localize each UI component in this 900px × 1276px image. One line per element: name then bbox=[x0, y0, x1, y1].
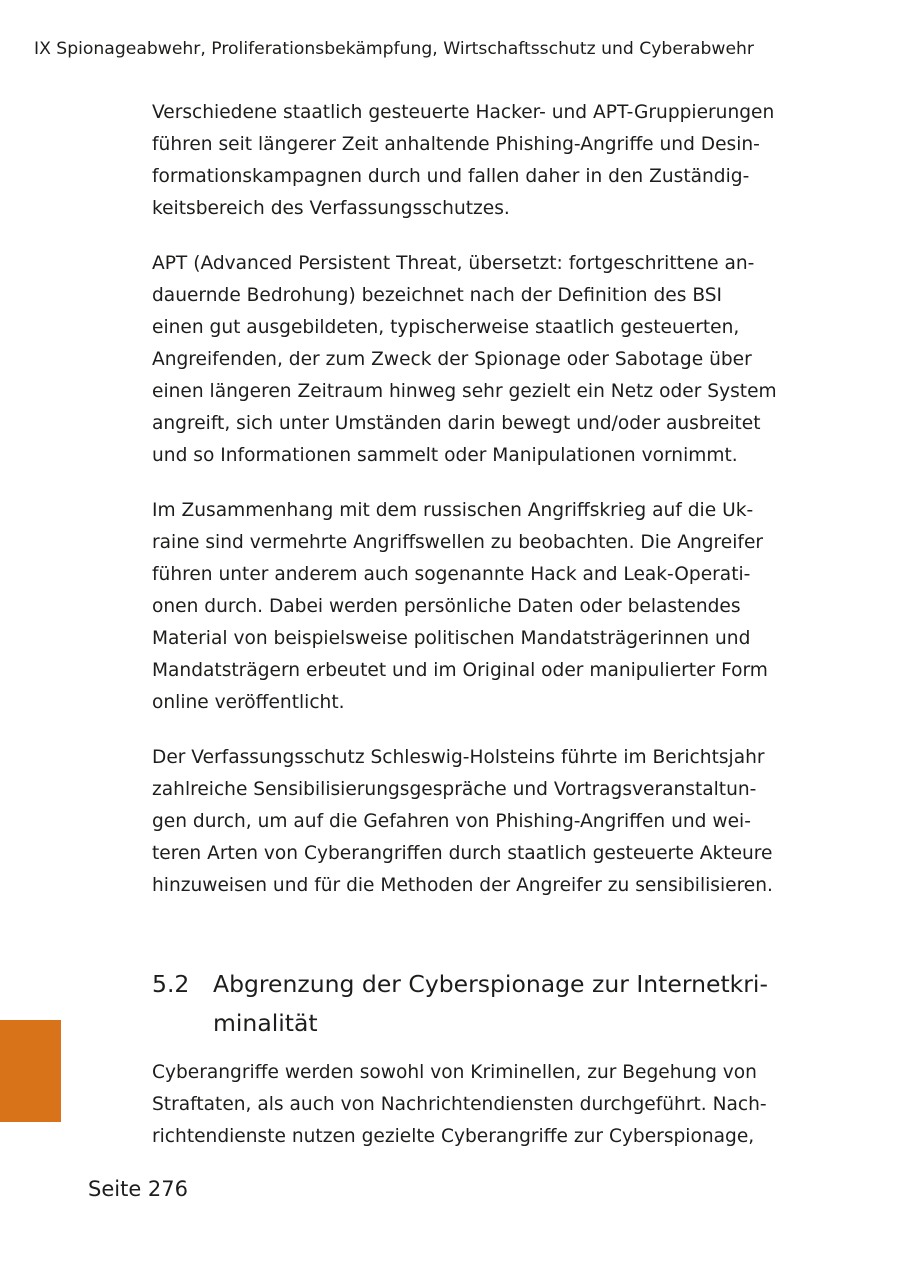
heading-text: Abgrenzung der Cyberspionage zur Internetkri- bbox=[213, 970, 768, 998]
text-line: keitsbereich des Verfassungsschutzes. bbox=[152, 198, 510, 219]
paragraph-apt-groups bbox=[152, 97, 812, 225]
text-line: einen längeren Zeitraum hinweg sehr gezielt ein Netz oder System bbox=[152, 381, 777, 402]
heading-first-line bbox=[152, 965, 812, 1004]
text-line: und so Informationen sammelt oder Manipulationen vornimmt. bbox=[152, 445, 738, 466]
body-text bbox=[152, 97, 812, 925]
text-line: raine sind vermehrte Angriffswellen zu beobachten. Die Angreifer bbox=[152, 532, 764, 553]
text-line: online veröffentlicht. bbox=[152, 692, 345, 713]
page-number: Seite 276 bbox=[88, 1177, 188, 1201]
text-line: Im Zusammenhang mit dem russischen Angriffskrieg auf die Uk- bbox=[152, 500, 754, 521]
text-line: gen durch, um auf die Gefahren von Phishing-Angriffen und wei- bbox=[152, 811, 751, 832]
chapter-tab-marker bbox=[0, 1020, 61, 1122]
paragraph-apt-definition bbox=[152, 248, 812, 472]
text-line: einen gut ausgebildeten, typischerweise staatlich gesteuerten, bbox=[152, 317, 740, 338]
text-line: onen durch. Dabei werden persönliche Daten oder belastendes bbox=[152, 596, 741, 617]
text-line: APT (Advanced Persistent Threat, übersetzt: fortgeschrittene an- bbox=[152, 253, 755, 274]
section-heading bbox=[152, 965, 812, 1043]
section-body bbox=[152, 1057, 812, 1176]
text-line: teren Arten von Cyberangriffen durch staatlich gesteuerte Akteure bbox=[152, 843, 773, 864]
text-line: Material von beispielsweise politischen Mandatsträgerinnen und bbox=[152, 628, 751, 649]
paragraph-cyberattacks bbox=[152, 1057, 812, 1153]
text-line: angreift, sich unter Umständen darin bewegt und/oder ausbreitet bbox=[152, 413, 761, 434]
text-line: Angreifenden, der zum Zweck der Spionage oder Sabotage über bbox=[152, 349, 752, 370]
heading-continuation: minalität bbox=[213, 1009, 318, 1037]
text-line: zahlreiche Sensibilisierungsgespräche und Vortragsveranstaltun- bbox=[152, 779, 757, 800]
text-line: Der Verfassungsschutz Schleswig-Holsteins führte im Berichtsjahr bbox=[152, 747, 765, 768]
text-line: Straftaten, als auch von Nachrichtendiensten durchgeführt. Nach- bbox=[152, 1094, 767, 1115]
text-line: Mandatsträgern erbeutet und im Original oder manipulierter Form bbox=[152, 660, 768, 681]
text-line: formationskampagnen durch und fallen daher in den Zuständig- bbox=[152, 166, 750, 187]
running-header: IX Spionageabwehr, Proliferationsbekämpfung, Wirtschaftsschutz und Cyberabwehr bbox=[34, 39, 755, 59]
text-line: Verschiedene staatlich gesteuerte Hacker- und APT-Gruppierungen bbox=[152, 102, 775, 123]
text-line: führen unter anderem auch sogenannte Hack and Leak-Operati- bbox=[152, 564, 751, 585]
text-line: dauernde Bedrohung) bezeichnet nach der Definition des BSI bbox=[152, 285, 723, 306]
paragraph-ukraine-war bbox=[152, 495, 812, 719]
text-line: führen seit längerer Zeit anhaltende Phishing-Angriffe und Desin- bbox=[152, 134, 760, 155]
text-line: Cyberangriffe werden sowohl von Kriminellen, zur Begehung von bbox=[152, 1062, 757, 1083]
section-number: 5.2 bbox=[152, 970, 190, 998]
paragraph-awareness bbox=[152, 742, 812, 902]
text-line: richtendienste nutzen gezielte Cyberangriffe zur Cyberspionage, bbox=[152, 1126, 755, 1147]
text-line: hinzuweisen und für die Methoden der Angreifer zu sensibilisieren. bbox=[152, 875, 773, 896]
